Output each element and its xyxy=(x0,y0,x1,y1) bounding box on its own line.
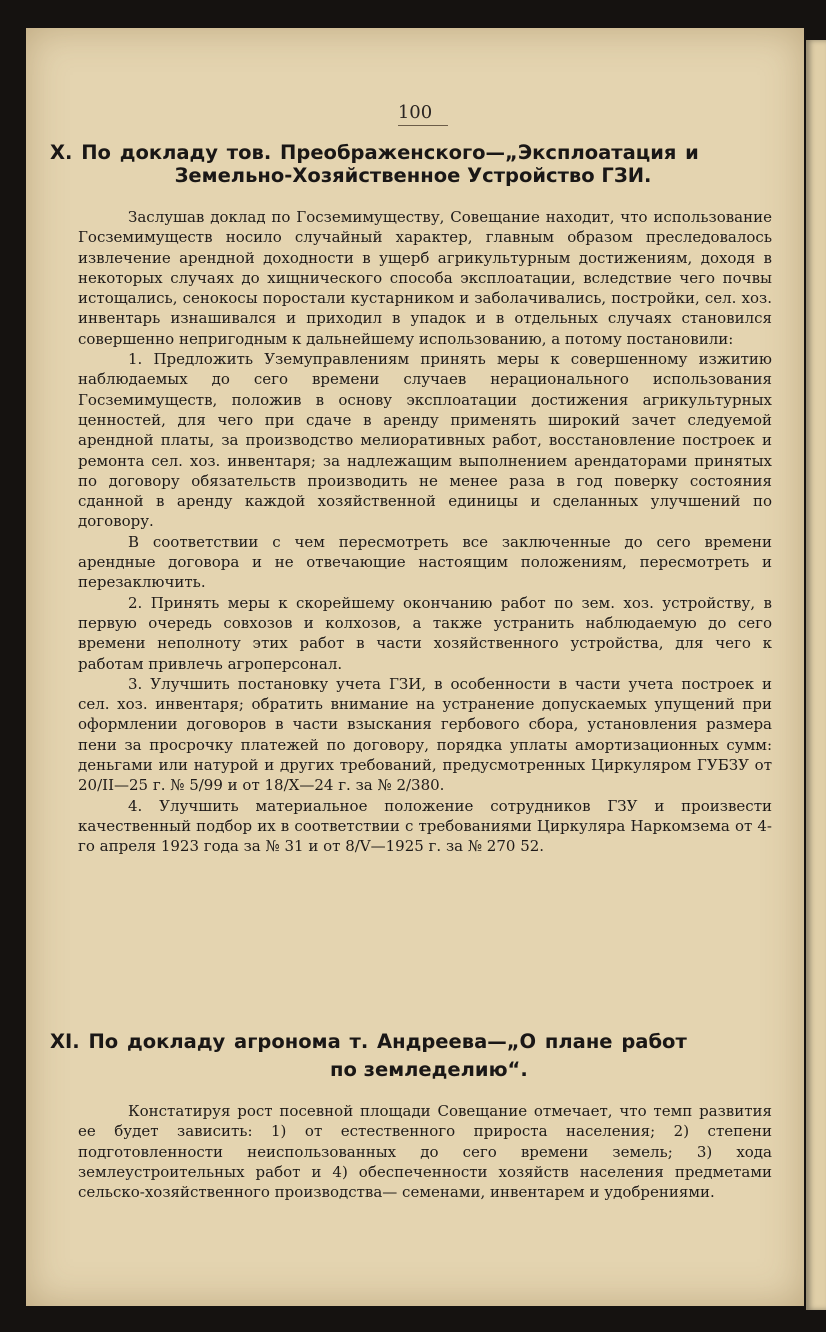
section-10-intro-paragraph: Заслушав доклад по Госземимуществу, Совещание находит, что использование Госземимуществ носило случайный характер, главным образом преследовалось извлечение арендной доходности в ущерб агрикультурным достижениям, доходя в некоторых случаях до хищнического способа эксплоатации, вследствие чего почвы истощались, сенокосы поростали кустарником и заболачивались, постройки, сел. хоз. инвентарь изнашивался и приходил в упадок и в отдельных случаях становился совершенно непригодным к дальнейшему использованию, а потому постановили: xyxy=(78,208,772,348)
next-page-edge xyxy=(806,40,826,1310)
section-11-body xyxy=(78,1101,772,1202)
section-10-item-1: 1. Предложить Уземуправлениям принять меры к совершенному изжитию наблюдаемых до сего времени случаев нерационального использования Госземимуществ, положив в основу эксплоатации достижения агрикультурных ценностей, для чего при сдаче в аренду применять широкий зачет следуемой арендной платы, за производство мелиоративных работ, восстановление построек и ремонта сел. хоз. инвентаря; за надлежащим выполнением арендаторами принятых по договору обязательств производить не менее раза в год поверку состояния сданной в аренду каждой хозяйственной единицы и сделанных улучшений по договору. xyxy=(78,350,772,531)
section-10-item-4: 4. Улучшить материальное положение сотрудников ГЗУ и произвести качественный подбор их в соответствии с требованиями Циркуляра Наркомзема от 4-го апреля 1923 года за № 31 и от 8/V—1925 г. за № 270 52. xyxy=(78,796,772,856)
section-10-item-3: 3. Улучшить постановку учета ГЗИ, в особенности в части учета построек и сел. хоз. инвентаря; обратить внимание на устранение допускаемых упущений при оформлении договоров в части взыскания гербового сбора, установления размера пени за просрочку платежей по договору, порядка уплаты амортизационных сумм: деньгами или натурой и других требований, предусмотренных Циркуляром ГУБЗУ от 20/II—25 г. № 5/99 и от 18/X—24 г. за № 2/380. xyxy=(78,674,772,795)
section-10-item-2: 2. Принять меры к скорейшему окончанию работ по зем. хоз. устройству, в первую очередь совхозов и колхозов, а также устранить наблюдаемую до сего времени неполноту этих работ в части хозяйственного устройства, для чего к работам привлечь агроперсонал. xyxy=(78,593,772,673)
section-10-body xyxy=(78,207,772,857)
section-10-title-line2: Земельно-Хозяйственное Устройство ГЗИ. xyxy=(174,164,652,187)
section-11-paragraph: Констатируя рост посевной площади Совещание отмечает, что темп развития ее будет зависить: 1) от естественного прироста населения; 2) степени подготовленности неиспользованных до сего времени земель; 3) хода землеустроительных работ и 4) обеспеченности хозяйств населения предметами сельско-хозяйственного производства— семенами, инвентарем и удобрениями. xyxy=(78,1102,772,1202)
section-10-title-line1: X. По докладу тов. Преображенского—„Эксплоатация и xyxy=(50,141,699,164)
section-11-title-line2: по земледелию“. xyxy=(330,1058,528,1081)
page-number-rule xyxy=(398,125,448,126)
page-number: 100 xyxy=(397,102,433,123)
section-10-item-1-continuation: В соответствии с чем пересмотреть все заключенные до сего времени арендные договора и не отвечающие настоящим положениям, пересмотреть и перезаключить. xyxy=(78,532,772,592)
section-11-title-line1: XI. По докладу агронома т. Андреева—„О плане работ xyxy=(50,1030,687,1053)
